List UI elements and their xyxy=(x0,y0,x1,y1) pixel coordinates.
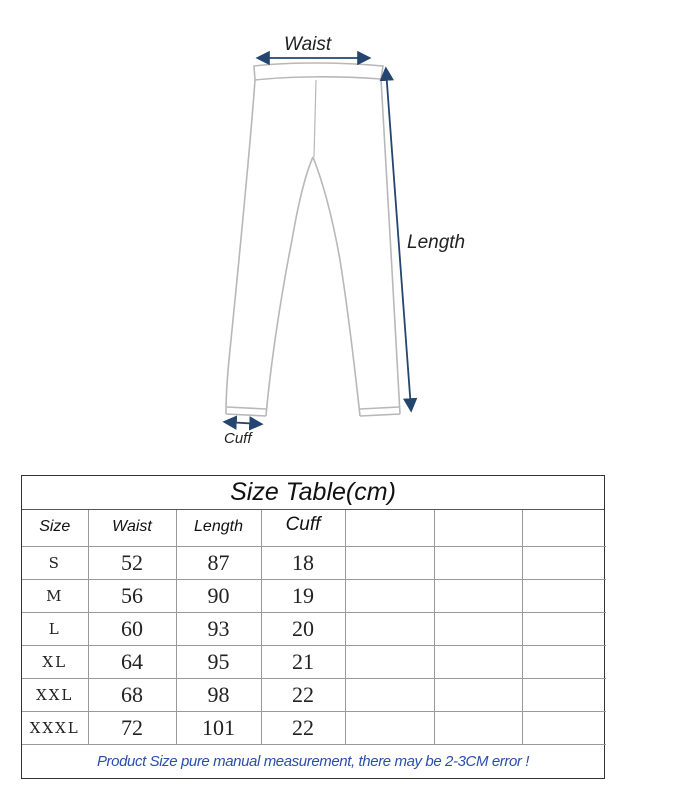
table-row xyxy=(22,612,606,645)
empty-cell xyxy=(434,579,522,612)
waist-cell: 72 xyxy=(88,711,176,744)
size-cell: XL xyxy=(22,645,88,678)
size-table xyxy=(21,475,605,779)
cuff-cell: 22 xyxy=(261,678,345,711)
cuff-cell: 22 xyxy=(261,711,345,744)
waist-cell: 56 xyxy=(88,579,176,612)
waist-cell: 60 xyxy=(88,612,176,645)
cuff-cell: 18 xyxy=(261,546,345,579)
cuff-arrow xyxy=(226,422,260,424)
empty-cell xyxy=(434,510,522,546)
pants-shape xyxy=(226,63,400,416)
length-cell: 93 xyxy=(176,612,261,645)
table-row xyxy=(22,546,606,579)
empty-cell xyxy=(345,579,434,612)
empty-cell xyxy=(345,645,434,678)
table-row xyxy=(22,645,606,678)
waist-cell: 68 xyxy=(88,678,176,711)
empty-cell xyxy=(522,510,606,546)
cuff-cell: 21 xyxy=(261,645,345,678)
empty-cell xyxy=(345,510,434,546)
empty-cell xyxy=(522,546,606,579)
length-cell: 90 xyxy=(176,579,261,612)
empty-cell xyxy=(434,645,522,678)
empty-cell xyxy=(345,612,434,645)
table-title: Size Table(cm) xyxy=(22,476,604,510)
waist-cell: 52 xyxy=(88,546,176,579)
length-cell: 98 xyxy=(176,678,261,711)
empty-cell xyxy=(345,678,434,711)
empty-cell xyxy=(522,579,606,612)
empty-cell xyxy=(434,546,522,579)
empty-cell xyxy=(434,711,522,744)
measurement-note: Product Size pure manual measurement, there may be 2-3CM error ! xyxy=(96,752,530,770)
empty-cell xyxy=(345,546,434,579)
header-length: Length xyxy=(176,510,261,546)
waist-label: Waist xyxy=(284,34,332,55)
cuff-label: Cuff xyxy=(224,430,252,447)
table-row xyxy=(22,579,606,612)
cuff-cell: 20 xyxy=(261,612,345,645)
size-cell: XXXL xyxy=(22,711,88,744)
waist-cell: 64 xyxy=(88,645,176,678)
table-row xyxy=(22,678,606,711)
cuff-cell: 19 xyxy=(261,579,345,612)
header-size: Size xyxy=(22,510,88,546)
size-cell: XXL xyxy=(22,678,88,711)
header-row xyxy=(22,510,606,546)
empty-cell xyxy=(434,612,522,645)
size-cell: S xyxy=(22,546,88,579)
empty-cell xyxy=(522,645,606,678)
empty-cell xyxy=(522,678,606,711)
header-cuff: Cuff xyxy=(261,510,345,546)
length-cell: 87 xyxy=(176,546,261,579)
length-label: Length xyxy=(407,232,466,253)
length-cell: 101 xyxy=(176,711,261,744)
table-row xyxy=(22,711,606,744)
length-cell: 95 xyxy=(176,645,261,678)
size-grid xyxy=(22,510,606,745)
empty-cell xyxy=(434,678,522,711)
empty-cell xyxy=(522,612,606,645)
header-waist: Waist xyxy=(88,510,176,546)
size-cell: M xyxy=(22,579,88,612)
empty-cell xyxy=(522,711,606,744)
size-cell: L xyxy=(22,612,88,645)
empty-cell xyxy=(345,711,434,744)
